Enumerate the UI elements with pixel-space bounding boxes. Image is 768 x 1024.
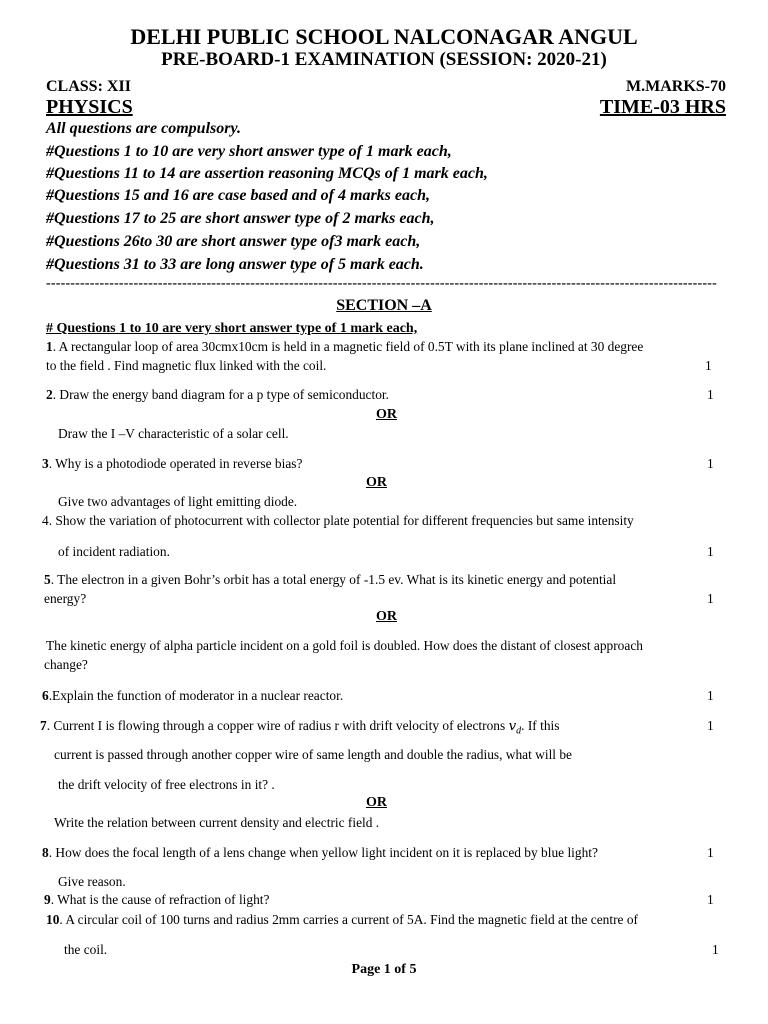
marks-label: 1 (712, 942, 719, 957)
question-text: . The electron in a given Bohr’s orbit has a total energy of -1.5 ev. What is its kinetic energy and potential (50, 572, 617, 587)
or-label: OR (376, 407, 397, 422)
marks-label: 1 (707, 591, 714, 606)
question-3 (42, 456, 302, 472)
question-text: . A circular coil of 100 turns and radius 2mm carries a current of 5A. Find the magnetic field at the centre of (59, 912, 638, 927)
question-text: . Current I is flowing through a copper wire of radius r with drift velocity of electrons (46, 718, 509, 733)
marks-label: 1 (707, 845, 714, 860)
drift-velocity-subscript: d (516, 725, 522, 737)
question-number: 8 (42, 845, 49, 860)
question-text: . Why is a photodiode operated in reverse bias? (48, 456, 303, 471)
instruction-line: #Questions 31 to 33 are long answer type of 5 mark each. (46, 256, 424, 273)
question-number: 9 (44, 892, 51, 907)
instruction-line: #Questions 1 to 10 are very short answer type of 1 mark each, (46, 143, 452, 160)
question-text: . What is the cause of refraction of light? (50, 892, 270, 907)
section-subtitle: # Questions 1 to 10 are very short answer type of 1 mark each, (46, 321, 418, 336)
class-label: CLASS: XII (46, 78, 131, 95)
instruction-line: #Questions 11 to 14 are assertion reasoning MCQs of 1 mark each, (46, 165, 488, 182)
question-8-line-2: Give reason. (58, 874, 126, 889)
marks-label: 1 (707, 456, 714, 471)
question-8 (42, 845, 598, 861)
question-4: 4. Show the variation of photocurrent with collector plate potential for different frequencies but same intensity (42, 513, 634, 528)
question-number: 7 (40, 718, 47, 733)
question-5 (44, 572, 616, 588)
exam-title: PRE-BOARD-1 EXAMINATION (SESSION: 2020-21) (161, 49, 607, 70)
time-label: TIME-03 HRS (599, 96, 726, 118)
section-title: SECTION –A (336, 297, 432, 314)
question-text: . If this (521, 718, 560, 733)
question-text: . Draw the energy band diagram for a p type of semiconductor. (52, 387, 389, 402)
instruction-line: #Questions 15 and 16 are case based and of 4 marks each, (46, 187, 431, 204)
question-text: . How does the focal length of a lens change when yellow light incident on it is replaced by blue light? (48, 845, 598, 860)
marks-label: 1 (707, 387, 714, 402)
question-number: 1 (46, 339, 53, 354)
question-number: 6 (42, 688, 49, 703)
question-number: 2 (46, 387, 53, 402)
question-2 (46, 387, 389, 403)
question-number: 10 (46, 912, 60, 927)
question-4-line-2: of incident radiation. (58, 544, 170, 559)
question-3-alternative: Give two advantages of light emitting diode. (58, 494, 298, 509)
or-label: OR (376, 609, 397, 624)
question-text: . A rectangular loop of area 30cmx10cm is held in a magnetic field of 0.5T with its plane inclined at 30 degree (52, 339, 644, 354)
question-10 (46, 912, 638, 928)
drift-velocity-symbol: v (508, 719, 517, 734)
page-number: Page 1 of 5 (351, 962, 417, 977)
marks-label: 1 (707, 544, 714, 559)
question-7-alternative: Write the relation between current density and electric field . (54, 815, 380, 830)
marks-label: 1 (705, 358, 712, 373)
instruction-line: #Questions 26to 30 are short answer type of3 mark each, (46, 233, 421, 250)
instruction-line: #Questions 17 to 25 are short answer type of 2 marks each, (46, 210, 435, 227)
instruction-line: All questions are compulsory. (46, 120, 241, 137)
question-7-line-3: the drift velocity of free electrons in it? . (58, 777, 275, 792)
or-label: OR (366, 475, 387, 490)
question-number: 3 (42, 456, 49, 471)
school-name: DELHI PUBLIC SCHOOL NALCONAGAR ANGUL (130, 24, 638, 49)
question-1 (46, 339, 643, 355)
question-5-alternative-line-2: change? (44, 657, 88, 672)
marks-label: 1 (707, 688, 714, 703)
max-marks-label: M.MARKS-70 (626, 78, 726, 95)
or-label: OR (366, 795, 387, 810)
question-10-line-2: the coil. (64, 942, 108, 957)
question-5-alternative: The kinetic energy of alpha particle incident on a gold foil is doubled. How does the distant of closest approach (46, 638, 643, 653)
question-1-line-2: to the field . Find magnetic flux linked with the coil. (46, 358, 327, 373)
marks-label: 1 (707, 892, 714, 907)
question-number: 5 (44, 572, 51, 587)
question-7 (40, 718, 559, 737)
question-6 (42, 688, 343, 704)
question-9 (44, 892, 269, 908)
question-7-line-2: current is passed through another copper wire of same length and double the radius, what will be (54, 747, 572, 762)
subject-label: PHYSICS (46, 96, 133, 118)
question-5-line-2: energy? (44, 591, 87, 606)
marks-label: 1 (707, 718, 714, 733)
separator-line: ------------------------------------------------------------------------------------------------------------------------------------------ (46, 276, 717, 291)
question-2-alternative: Draw the I –V characteristic of a solar cell. (58, 426, 289, 441)
question-text: .Explain the function of moderator in a nuclear reactor. (48, 688, 344, 703)
